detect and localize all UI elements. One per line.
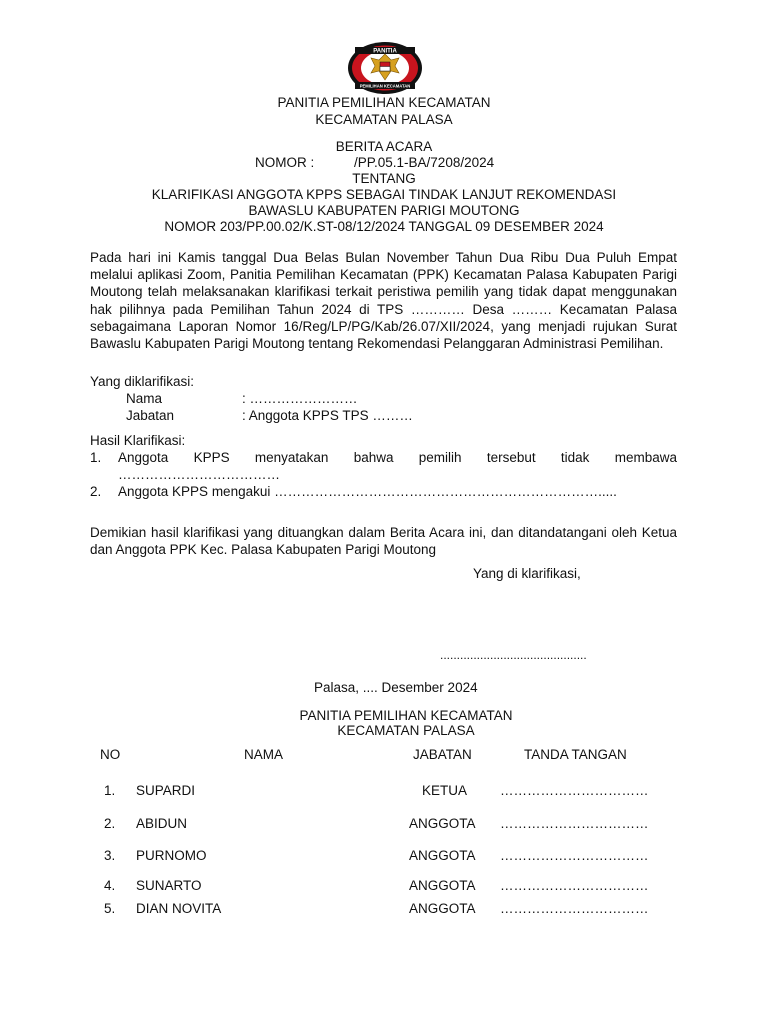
clarified-sign-label: Yang di klarifikasi, xyxy=(473,566,581,581)
item-1-text: Anggota KPPS menyatakan bahwa pemilih tersebut tidak membawa xyxy=(118,450,677,465)
clarified-sign-line: ............................................ xyxy=(440,648,587,662)
row-number: 4. xyxy=(104,878,116,893)
nomor-value: /PP.05.1-BA/7208/2024 xyxy=(354,155,495,170)
tentang-label: TENTANG xyxy=(352,171,416,186)
logo-text-bottom: PEMILIHAN KECAMATAN xyxy=(359,83,411,89)
row-name: DIAN NOVITA xyxy=(136,901,222,916)
clarified-label: Yang diklarifikasi: xyxy=(90,374,195,389)
header-line-1: PANITIA PEMILIHAN KECAMATAN xyxy=(277,95,491,110)
header-no: NO xyxy=(100,747,121,762)
row-signature-line: …………………………… xyxy=(500,783,649,798)
row-signature-line: …………………………… xyxy=(500,816,649,831)
hasil-label: Hasil Klarifikasi: xyxy=(90,433,186,448)
subject-line-2: BAWASLU KABUPATEN PARIGI MOUTONG xyxy=(248,203,520,218)
nama-value: : …………………… xyxy=(242,391,358,406)
place-date: Palasa, .... Desember 2024 xyxy=(314,680,478,695)
row-number: 2. xyxy=(104,816,116,831)
intro-paragraph: Pada hari ini Kamis tanggal Dua Belas Bulan November Tahun Dua Ribu Dua Puluh Empat melalui aplikasi Zoom, Panitia Pemilihan Kecamatan (PPK) Kecamatan Palasa Kabupaten Parigi Moutong telah melaksanakan klarifikasi terkait peristiwa pemilih yang tidak dapat menggunakan hak pilihnya pada Pemilihan Tahun 2024 di TPS ………… Desa ……… Kecamatan Palasa sebagaimana Laporan Nomor 16/Reg/LP/PG/Kab/26.07/XII/2024, yang menjadi rujukan Surat Bawaslu Kabupaten Parigi Moutong tentang Rekomendasi Pelanggaran Administrasi Pemilihan. xyxy=(90,250,677,352)
kpu-logo-emblem xyxy=(345,40,425,96)
item-2-text: Anggota KPPS mengakui ………………………………………………………………..... xyxy=(118,484,617,499)
header-nama: NAMA xyxy=(244,747,284,762)
footer-org-1: PANITIA PEMILIHAN KECAMATAN xyxy=(299,708,513,723)
row-signature-line: …………………………… xyxy=(500,878,649,893)
item-2-number: 2. xyxy=(90,484,102,499)
row-name: SUNARTO xyxy=(136,878,202,893)
row-position: ANGGOTA xyxy=(409,878,476,893)
kpu-logo xyxy=(345,40,425,96)
row-name: SUPARDI xyxy=(136,783,196,798)
subject-line-3: NOMOR 203/PP.00.02/K.ST-08/12/2024 TANGGAL 09 DESEMBER 2024 xyxy=(164,219,604,234)
row-signature-line: …………………………… xyxy=(500,901,649,916)
subject-line-1: KLARIFIKASI ANGGOTA KPPS SEBAGAI TINDAK LANJUT REKOMENDASI xyxy=(151,187,617,202)
nama-label: Nama xyxy=(126,391,163,406)
item-1-number: 1. xyxy=(90,450,102,465)
row-position: ANGGOTA xyxy=(409,816,476,831)
header-tanda-tangan: TANDA TANGAN xyxy=(524,747,627,762)
row-number: 3. xyxy=(104,848,116,863)
footer-org-2: KECAMATAN PALASA xyxy=(337,723,475,738)
jabatan-value: : Anggota KPPS TPS ……… xyxy=(242,408,413,423)
jabatan-label: Jabatan xyxy=(126,408,175,423)
row-position: ANGGOTA xyxy=(409,901,476,916)
row-signature-line: …………………………… xyxy=(500,848,649,863)
header-line-2: KECAMATAN PALASA xyxy=(315,112,453,127)
row-number: 5. xyxy=(104,901,116,916)
doc-type: BERITA ACARA xyxy=(335,139,433,154)
header-jabatan: JABATAN xyxy=(413,747,472,762)
logo-text-top: PANITIA xyxy=(373,48,397,55)
item-1-continuation: ……………………………… xyxy=(118,467,280,482)
row-position: ANGGOTA xyxy=(409,848,476,863)
row-number: 1. xyxy=(104,783,116,798)
row-name: ABIDUN xyxy=(136,816,188,831)
row-name: PURNOMO xyxy=(136,848,207,863)
closing-paragraph: Demikian hasil klarifikasi yang dituangkan dalam Berita Acara ini, dan ditandatangani oleh Ketua dan Anggota PPK Kec. Palasa Kabupaten Parigi Moutong xyxy=(90,525,677,558)
row-position: KETUA xyxy=(422,783,468,798)
nomor-label: NOMOR : xyxy=(255,155,315,170)
